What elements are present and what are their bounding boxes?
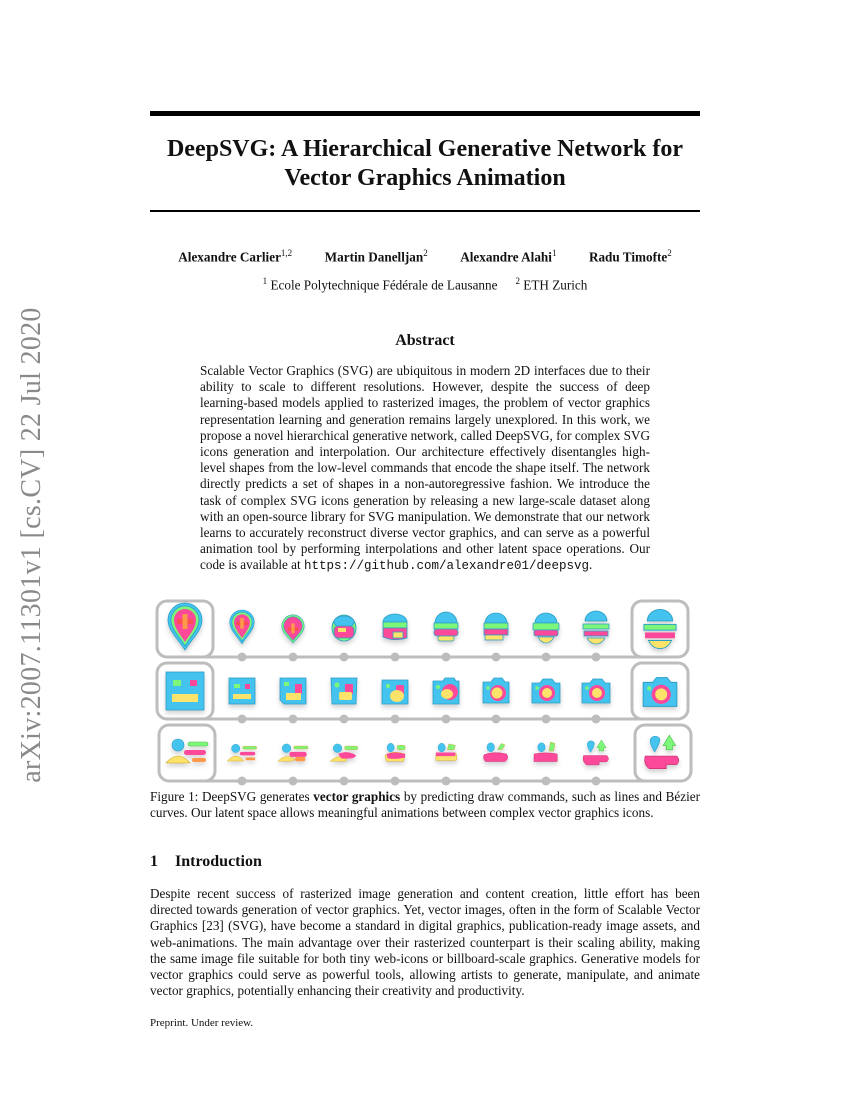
section-heading: 1 Introduction — [150, 853, 262, 870]
footer-note: Preprint. Under review. — [150, 1017, 254, 1029]
author: Radu Timofte$^2$ — [588, 248, 672, 265]
arxiv-stamp — [12, 300, 52, 790]
author: Alexandre Carlier$^{1,2}$ — [178, 248, 293, 265]
title-rule-bottom — [150, 210, 700, 212]
title-line-1: DeepSVG: A Hierarchical Generative Network for — [166, 136, 684, 162]
author: Alexandre Alahi$^1$ — [460, 248, 557, 265]
paper-title — [150, 135, 700, 193]
affiliation: Ecole Polytechnique Fédérale de Lausanne — [270, 277, 498, 293]
figure-1 — [150, 596, 710, 788]
affiliations: $^1$ Ecole Polytechnique Fédérale de Lausanne $^2$ ETH Zurich — [262, 276, 588, 293]
abstract-heading: Abstract — [395, 332, 455, 349]
abstract-body: Scalable Vector Graphics (SVG) are ubiquitous in modern 2D interfaces due to their ability to scale to different resolutions. However, despite the success of deep learning-based models applied to rasterized images, the problem of vector graphics representation learning and generation remains largely unexplored. In this work, we propose a novel hierarchical generative network, called DeepSVG, for complex SVG icons generation and interpolation. Our architecture effectively disentangles high-level shapes from the low-level commands that encode the shape itself. The network directly predicts a set of shapes in a non-autoregressive fashion. We introduce the task of complex SVG icons generation by releasing a new large-scale dataset along with an open-source library for SVG manipulation. We demonstrate that our network learns to accurately reconstruct diverse vector graphics, and can serve as a powerful animation tool by performing interpolations and other latent space operations. Our code is available at https://github.com/alexandre01/deepsvg. — [200, 363, 650, 574]
arxiv-stamp-text: arXiv:2007.11301v1 [cs.CV] 22 Jul 2020 — [16, 307, 47, 783]
title-line-2: Vector Graphics Animation — [284, 165, 566, 191]
code-link[interactable]: https://github.com/alexandre01/deepsvg — [304, 559, 590, 574]
affiliation: ETH Zurich — [523, 277, 588, 293]
intro-paragraph: Despite recent success of rasterized image generation and content creation, little effort has been directed towards generation of vector graphics. Yet, vector images, often in the form of Scalable Vector Graphics [23] (SVG), have become a standard in digital graphics, publication-ready image assets, and web-animations. The main advantage over their rasterized counterpart is their scaling ability, making the same image file suitable for both tiny web-icons or billboard-scale graphics. Generative models for vector graphics could serve as powerful tools, allowing artists to generate, manipulate, and animate vector graphics, potentially enhancing their creativity and productivity. — [150, 886, 700, 999]
author-list — [150, 248, 700, 265]
author: Martin Danelljan$^2$ — [324, 248, 428, 265]
figure-caption: Figure 1: DeepSVG generates vector graphics by predicting draw commands, such as lines and Bézier curves. Our latent space allows meaningful animations between complex vector graphics icons. — [150, 789, 700, 821]
title-rule-top — [150, 111, 700, 116]
